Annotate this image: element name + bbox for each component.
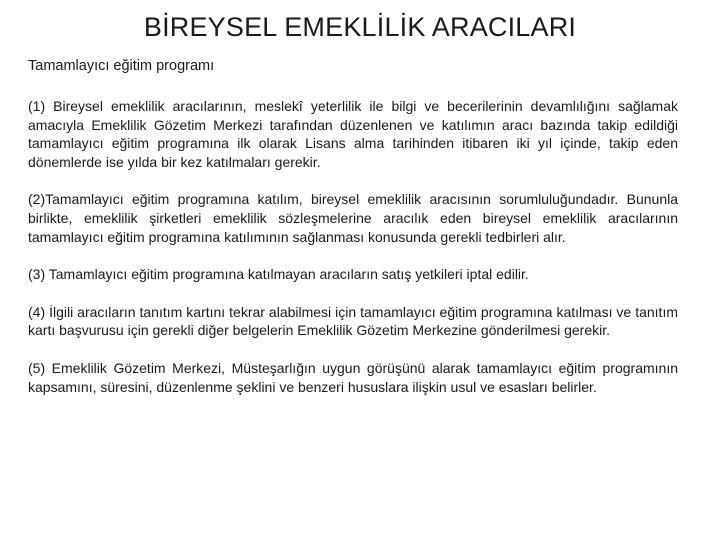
paragraph-2: (2)Tamamlayıcı eğitim programına katılım, bireysel emeklilik aracısının sorumluluğundadır. Bununla birlikte, emeklilik şirketleri emeklilik sözleşmelerine aracılık eden bireysel emeklilik aracılarının tamamlayıcı eğitim programına katılımının sağlanması konusunda gerekli tedbirleri alır. <box>28 191 678 245</box>
paragraph-5: (5) Emeklilik Gözetim Merkezi, Müsteşarlığın uygun görüşünü alarak tamamlayıcı eğitim programının kapsamını, süresini, düzenlenme şeklini ve benzeri hususlara ilişkin usul ve esasları belirler. <box>28 359 678 395</box>
paragraph-list <box>28 97 678 415</box>
paragraph-1: (1) Bireysel emeklilik aracılarının, meslekî yeterlilik ile bilgi ve becerilerinin devamlılığını sağlamak amacıyla Emeklilik Gözetim Merkezi tarafından düzenlenen ve katılımın aracı bazında takip edildiği tamamlayıcı eğitim programına ilk olarak Lisans alma tarihinden itibaren iki yıl içinde, takip eden dönemlerde ise yılda bir kez katılmaları gerekir. <box>28 98 678 170</box>
slide-subtitle: Tamamlayıcı eğitim programı <box>28 58 215 74</box>
slide-title: BİREYSEL EMEKLİLİK ARACILARI <box>143 12 577 42</box>
paragraph-4: (4) İlgili aracıların tanıtım kartını tekrar alabilmesi için tamamlayıcı eğitim programına katılması ve tanıtım kartı başvurusu için gerekli diğer belgelerin Emeklilik Gözetim Merkezine gönderilmesi gerekir. <box>28 303 678 339</box>
paragraph-3: (3) Tamamlayıcı eğitim programına katılmayan aracıların satış yetkileri iptal edilir. <box>28 266 529 283</box>
